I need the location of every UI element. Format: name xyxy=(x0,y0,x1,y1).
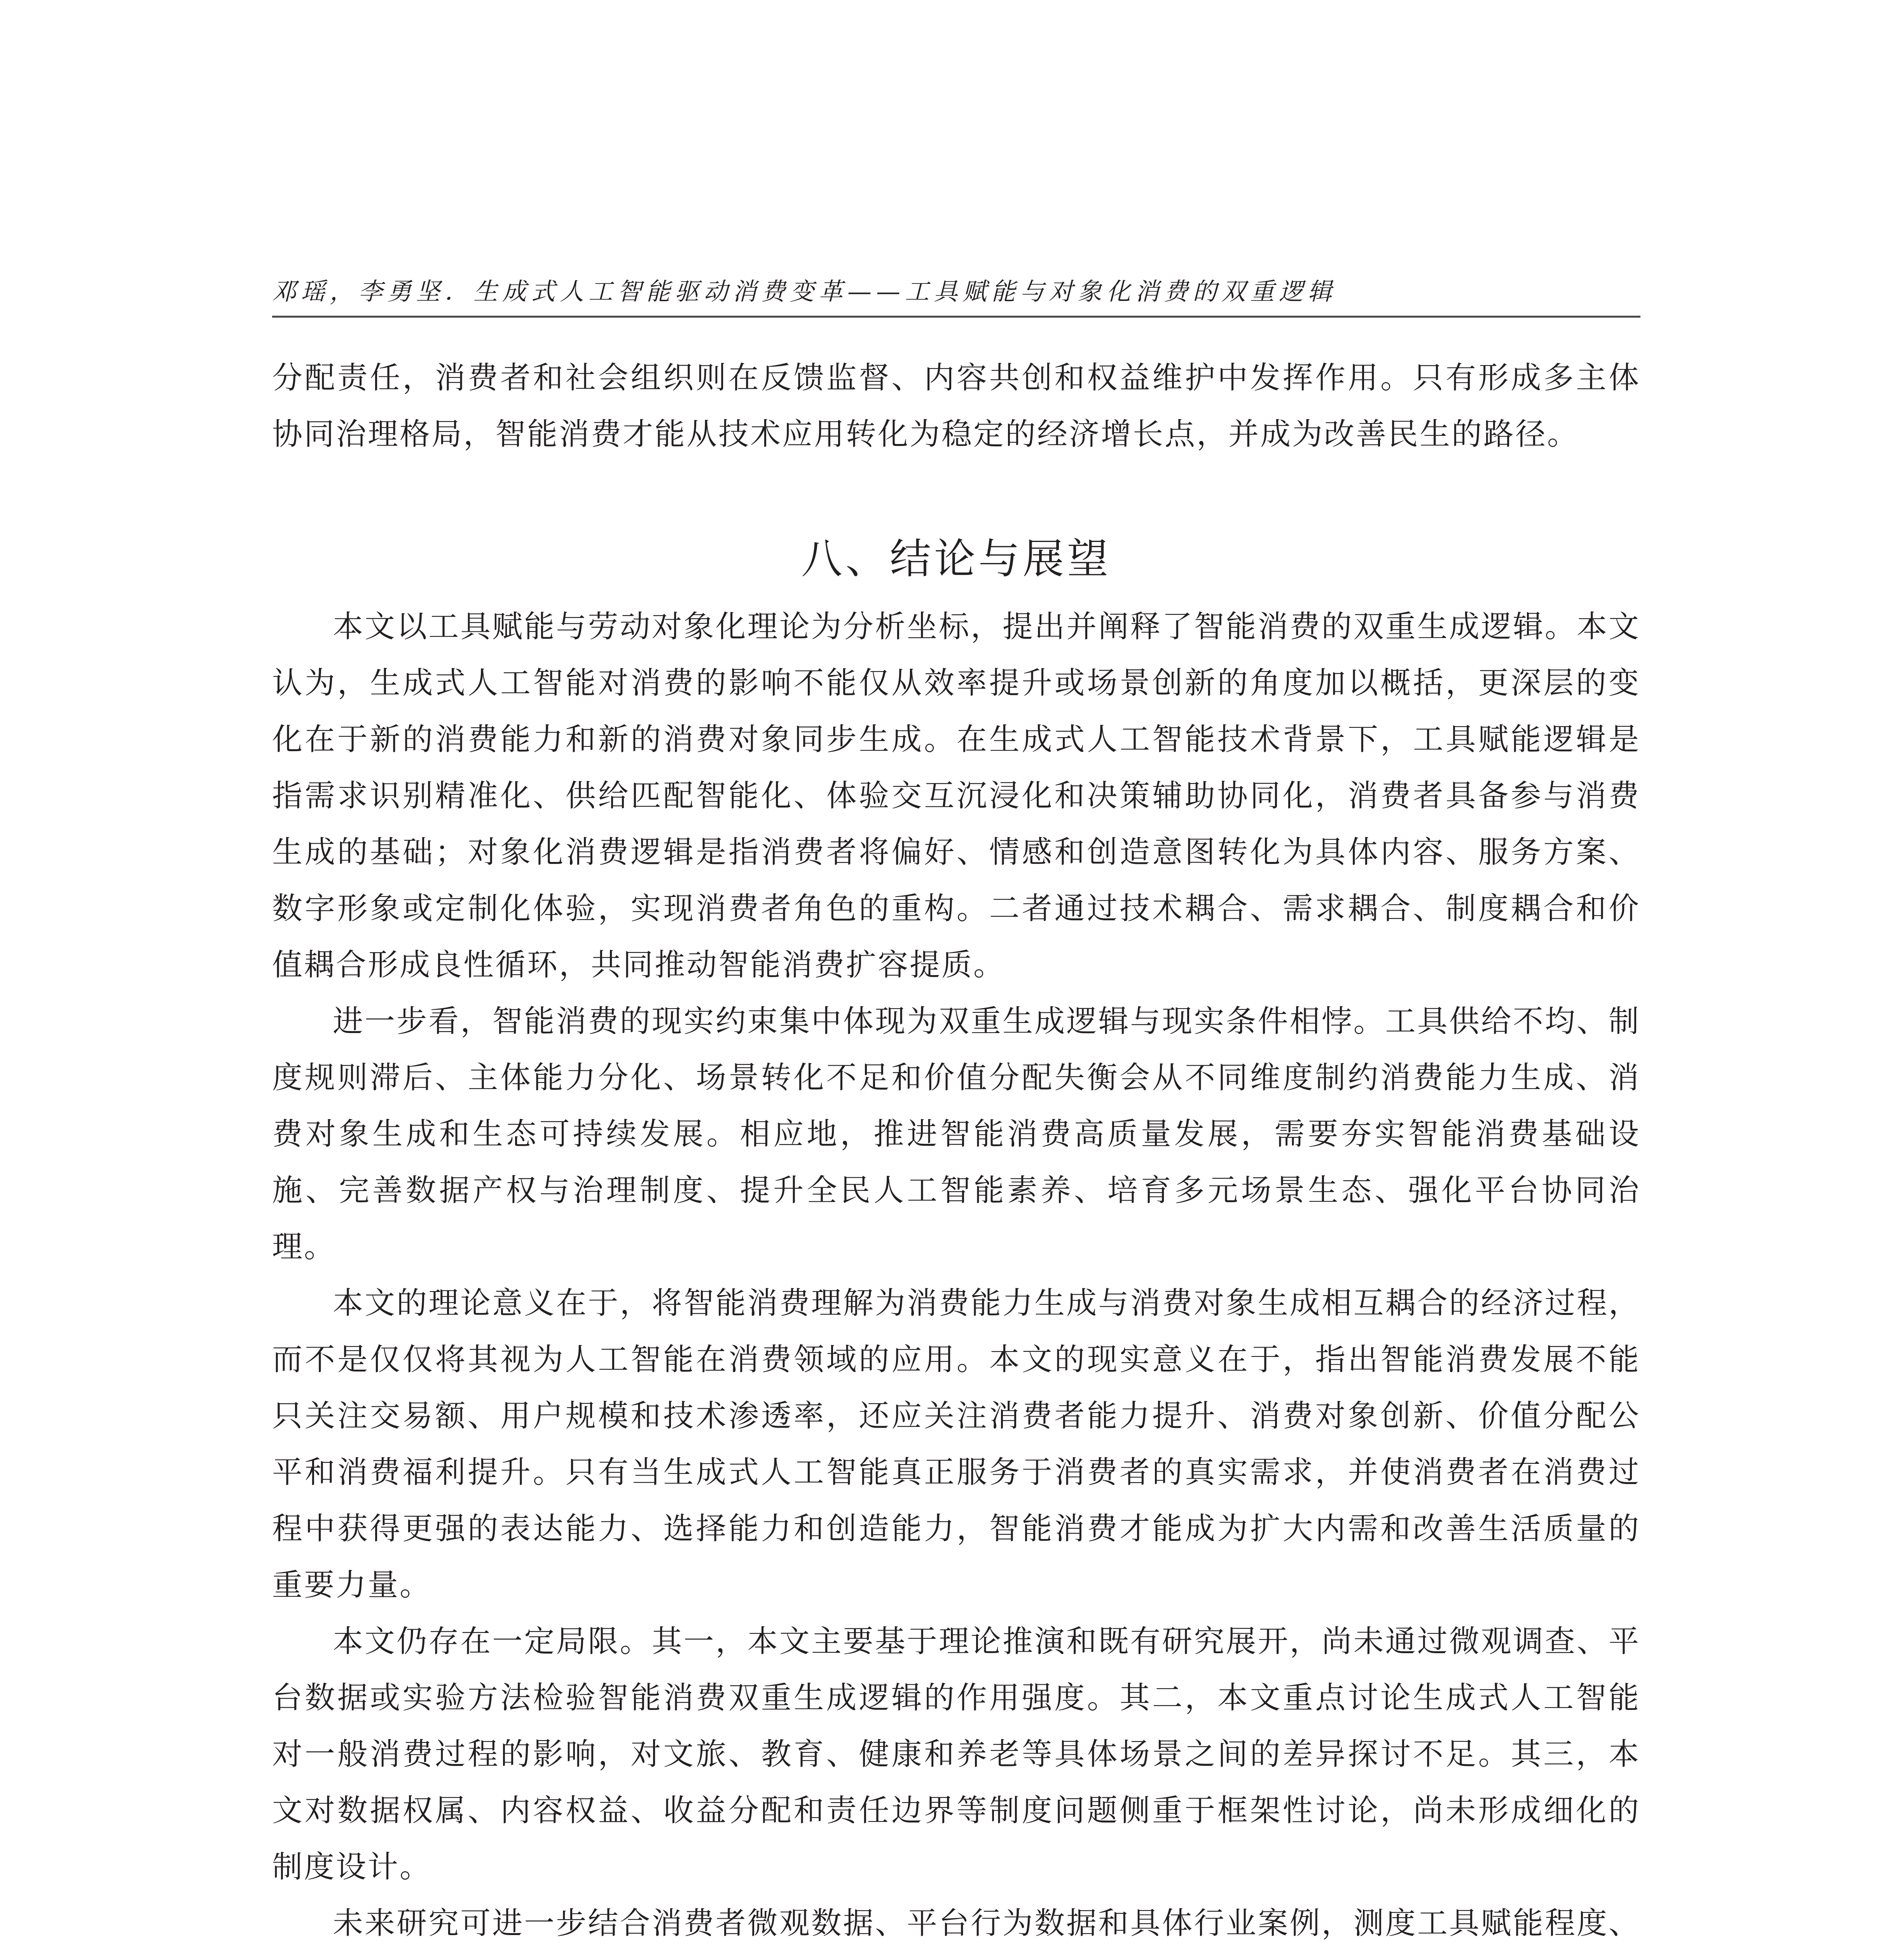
header-rule xyxy=(272,316,1640,318)
section-body xyxy=(272,599,1640,1944)
paragraph: 本文仍存在一定局限。其一，本文主要基于理论推演和既有研究展开，尚未通过微观调查、平台数据或实验方法检验智能消费双重生成逻辑的作用强度。其二，本文重点讨论生成式人工智能对一般消费过程的影响，对文旅、教育、健康和养老等具体场景之间的差异探讨不足。其三，本文对数据权属、内容权益、收益分配和责任边界等制度问题侧重于框架性讨论，尚未形成细化的制度设计。 xyxy=(272,1624,1640,1885)
paragraph: 本文的理论意义在于，将智能消费理解为消费能力生成与消费对象生成相互耦合的经济过程，而不是仅仅将其视为人工智能在消费领域的应用。本文的现实意义在于，指出智能消费发展不能只关注交易额、用户规模和技术渗透率，还应关注消费者能力提升、消费对象创新、价值分配公平和消费福利提升。只有当生成式人工智能真正服务于消费者的真实需求，并使消费者在消费过程中获得更强的表达能力、选择能力和创造能力，智能消费才能成为扩大内需和改善生活质量的重要力量。 xyxy=(272,1286,1640,1603)
references-heading xyxy=(272,1938,414,1944)
section-title: 八、结论与展望 xyxy=(801,535,1111,583)
paragraph: 进一步看，智能消费的现实约束集中体现为双重生成逻辑与现实条件相悖。工具供给不均、制度规则滞后、主体能力分化、场景转化不足和价值分配失衡会从不同维度制约消费能力生成、消费对象生成和生态可持续发展。相应地，推进智能消费高质量发展，需要夯实智能消费基础设施、完善数据产权与治理制度、提升全民人工智能素养、培育多元场景生态、强化平台协同治理。 xyxy=(272,1004,1640,1264)
paragraph: 本文以工具赋能与劳动对象化理论为分析坐标，提出并阐释了智能消费的双重生成逻辑。本文认为，生成式人工智能对消费的影响不能仅从效率提升或场景创新的角度加以概括，更深层的变化在于新的消费能力和新的消费对象同步生成。在生成式人工智能技术背景下，工具赋能逻辑是指需求识别精准化、供给匹配智能化、体验交互沉浸化和决策辅助协同化，消费者具备参与消费生成的基础；对象化消费逻辑是指消费者将偏好、情感和创造意图转化为具体内容、服务方案、数字形象或定制化体验，实现消费者角色的重构。二者通过技术耦合、需求耦合、制度耦合和价值耦合形成良性循环，共同推动智能消费扩容提质。 xyxy=(272,609,1640,982)
paragraph: 未来研究可进一步结合消费者微观数据、平台行为数据和具体行业案例，测度工具赋能程度、 xyxy=(333,1906,1640,1941)
continuation-paragraph: 分配责任，消费者和社会组织则在反馈监督、内容共创和权益维护中发挥作用。只有形成多主体协同治理格局，智能消费才能从技术应用转化为稳定的经济增长点，并成为改善民生的路径。 xyxy=(272,360,1640,452)
running-header: 邓瑶，李勇坚．生成式人工智能驱动消费变革——工具赋能与对象化消费的双重逻辑 xyxy=(272,277,1337,306)
continuation-text xyxy=(272,350,1640,463)
